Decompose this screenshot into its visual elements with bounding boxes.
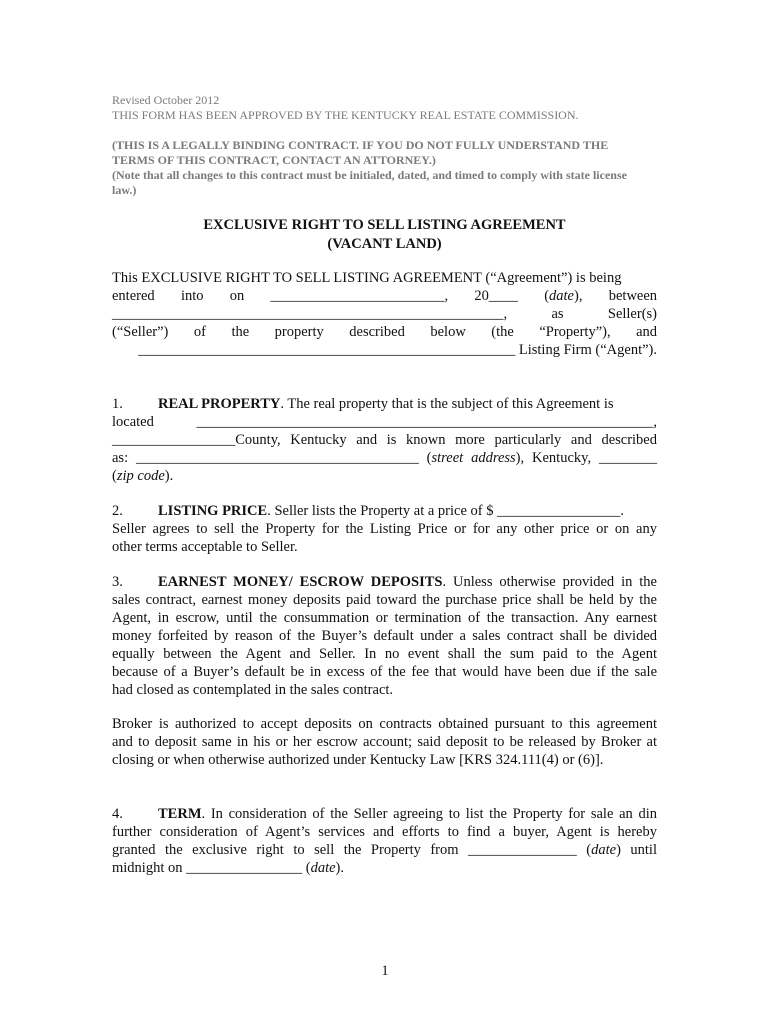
section-line: further consideration of Agent’s services and efforts to find a buyer, Agent is hereby <box>112 824 657 840</box>
section-line: granted the exclusive right to sell the Property from _______________ (date) until <box>112 842 657 858</box>
legal-warning-line: (THIS IS A LEGALLY BINDING CONTRACT. IF YOU DO NOT FULLY UNDERSTAND THE <box>112 138 609 152</box>
intro-line: (“Seller”) of the property described below (the “Property”), and <box>112 324 658 340</box>
initial-note <box>112 168 657 198</box>
page-number: 1 <box>381 963 389 979</box>
title-line: EXCLUSIVE RIGHT TO SELL LISTING AGREEMENT <box>203 217 566 233</box>
section-real-property <box>112 395 657 485</box>
section-heading: REAL PROPERTY <box>158 396 281 412</box>
section-line: 2. LISTING PRICE. Seller lists the Property at a price of $ _________________. <box>112 503 624 519</box>
section-earnest-money <box>112 573 657 699</box>
section-line: had closed as contemplated in the sales contract. <box>112 682 394 698</box>
section-line: 4. TERM. In consideration of the Seller agreeing to list the Property for sale an din <box>112 806 657 822</box>
section-line: _________________County, Kentucky and is known more particularly and described <box>112 432 657 448</box>
section-line: 3. EARNEST MONEY/ ESCROW DEPOSITS. Unless otherwise provided in the <box>112 574 657 590</box>
section-line: equally between the Agent and Seller. In no event shall the sum paid to the Agent <box>112 646 657 662</box>
section-listing-price <box>112 502 657 556</box>
section-line: midnight on ________________ (date). <box>112 860 345 876</box>
legal-warning-line: TERMS OF THIS CONTRACT, CONTACT AN ATTORNEY.) <box>112 153 436 167</box>
title-subtitle: (VACANT LAND) <box>327 236 442 252</box>
section-line: Agent, in escrow, until the consummation or termination of the transaction. Any earnest <box>112 610 657 626</box>
section-heading: TERM <box>158 806 202 822</box>
section-line: (zip code). <box>112 468 174 484</box>
approval-note: THIS FORM HAS BEEN APPROVED BY THE KENTUCKY REAL ESTATE COMMISSION. <box>112 108 579 122</box>
initial-note-line: law.) <box>112 183 137 197</box>
section-line: as: _______________________________________ (street address), Kentucky, ________ <box>112 450 657 466</box>
initial-note-line: (Note that all changes to this contract must be initialed, dated, and timed to comply with state license <box>112 168 627 182</box>
section-number: 2. <box>112 503 123 519</box>
section-heading: LISTING PRICE <box>158 503 268 519</box>
section-line: other terms acceptable to Seller. <box>112 539 298 555</box>
paragraph-line: closing or when otherwise authorized under Kentucky Law [KRS 324.111(4) or (6)]. <box>112 752 604 768</box>
section-line: located _______________________________________________________________, <box>112 414 657 430</box>
section-line: Seller agrees to sell the Property for the Listing Price or for any other price or on any <box>112 521 657 537</box>
paragraph-line: Broker is authorized to accept deposits on contracts obtained pursuant to this agreement <box>112 716 657 732</box>
document-title <box>112 216 657 254</box>
intro-line: This EXCLUSIVE RIGHT TO SELL LISTING AGREEMENT (“Agreement”) is being <box>112 270 622 286</box>
section-line: sales contract, earnest money deposits paid toward the purchase price shall be held by the <box>112 592 657 608</box>
intro-line: entered into on ________________________, 20____ (date), between <box>112 288 658 304</box>
section-number: 1. <box>112 396 123 412</box>
section-heading: EARNEST MONEY/ ESCROW DEPOSITS <box>158 574 443 590</box>
section-line: 1. REAL PROPERTY. The real property that is the subject of this Agreement is <box>112 396 614 412</box>
intro-line: ______________________________________________________, as Seller(s) <box>112 306 657 322</box>
section-number: 3. <box>112 574 123 590</box>
section-term <box>112 805 657 877</box>
section-line: because of a Buyer’s default be in excess of the fee that would have been due if the sale <box>112 664 657 680</box>
legal-warning <box>112 138 657 168</box>
revision-note: Revised October 2012 <box>112 93 220 107</box>
intro-line: ____________________________________________________ Listing Firm (“Agent”). <box>138 342 657 358</box>
broker-deposit-paragraph <box>112 715 657 769</box>
paragraph-line: and to deposit same in his or her escrow account; said deposit to be released by Broker at <box>112 734 657 750</box>
intro-paragraph <box>112 269 657 359</box>
section-number: 4. <box>112 806 123 822</box>
section-line: money forfeited by reason of the Buyer’s default under a sales contract shall be divided <box>112 628 657 644</box>
